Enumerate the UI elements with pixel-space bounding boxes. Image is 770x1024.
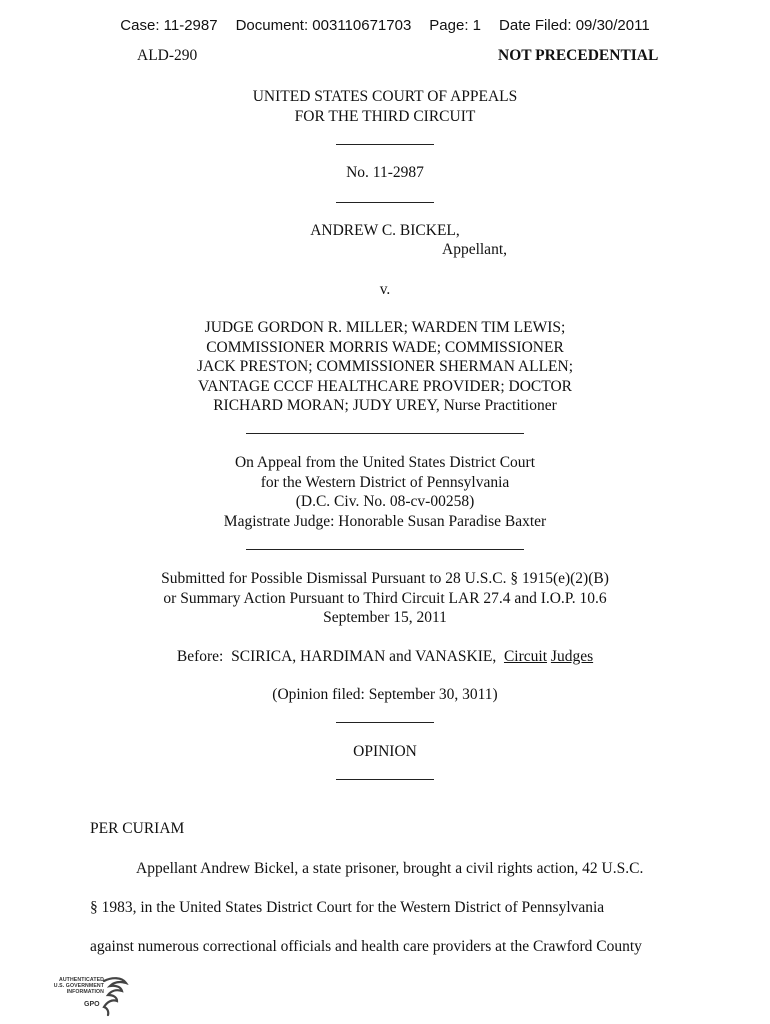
divider [0, 420, 770, 440]
appeal-block [0, 453, 770, 531]
court-line-2: FOR THE THIRD CIRCUIT [294, 107, 476, 125]
court-name [0, 87, 770, 126]
appellees-line: JACK PRESTON; COMMISSIONER SHERMAN ALLEN; [196, 358, 574, 375]
body-line: Appellant Andrew Bickel, a state prisoner, brought a civil rights action, 42 U.S.C. [136, 860, 644, 877]
case-number-header: Case: 11-2987 [120, 17, 218, 34]
appellees-line: VANTAGE CCCF HEALTHCARE PROVIDER; DOCTOR [198, 377, 572, 395]
page-number-header: Page: 1 [429, 17, 482, 34]
opinion-filed-date: (Opinion filed: September 30, 3011) [272, 686, 498, 703]
panel-judges-word: Judges [550, 648, 594, 665]
appeal-line: (D.C. Civ. No. 08-cv-00258) [295, 493, 475, 510]
submitted-line: Submitted for Possible Dismissal Pursuant to 28 U.S.C. § 1915(e)(2)(B) [161, 570, 609, 587]
divider [0, 536, 770, 556]
appellant-name: ANDREW C. BICKEL, [310, 222, 460, 239]
eagle-icon [98, 975, 130, 1017]
appeal-line: for the Western District of Pennsylvania [260, 473, 510, 491]
panel-prefix: Before: SCIRICA, HARDIMAN and VANASKIE, [176, 648, 504, 665]
appellees-line: JUDGE GORDON R. MILLER; WARDEN TIM LEWIS; [204, 319, 566, 336]
docket-code: ALD-290 [137, 47, 198, 64]
gpo-label: GPO [84, 1001, 100, 1008]
panel-circuit: Circuit [503, 648, 548, 665]
gpo-authentication-seal [42, 975, 132, 1017]
appellant-role: Appellant, [442, 241, 507, 258]
appellees-block [0, 318, 770, 416]
body-line: against numerous correctional officials and health care providers at the Crawford County [90, 938, 642, 955]
appeal-line: Magistrate Judge: Honorable Susan Paradise Baxter [223, 512, 547, 530]
date-filed-header: Date Filed: 09/30/2011 [499, 17, 650, 34]
submitted-block [0, 569, 770, 628]
panel-judges [0, 647, 770, 667]
body-line: § 1983, in the United States District Court for the Western District of Pennsylvania [90, 899, 605, 916]
appeal-line: On Appeal from the United States District Court [234, 454, 536, 471]
opinion-body [90, 849, 680, 966]
divider [0, 709, 770, 729]
precedential-label: NOT PRECEDENTIAL [498, 47, 659, 64]
versus: v. [379, 281, 391, 298]
gpo-seal-text: AUTHENTICATED U.S. GOVERNMENT INFORMATION [53, 977, 104, 996]
divider [0, 189, 770, 209]
document-number-header: Document: 003110671703 [235, 17, 412, 34]
ecf-header [0, 17, 770, 34]
opinion-heading: OPINION [353, 743, 417, 760]
appellees-line: COMMISSIONER MORRIS WADE; COMMISSIONER [206, 338, 564, 356]
divider [0, 766, 770, 786]
submitted-date: September 15, 2011 [323, 609, 447, 626]
divider [0, 131, 770, 151]
submitted-line: or Summary Action Pursuant to Third Circuit LAR 27.4 and I.O.P. 10.6 [163, 589, 607, 607]
per-curiam: PER CURIAM [90, 820, 185, 837]
appellees-line: RICHARD MORAN; JUDY UREY, Nurse Practitioner [213, 397, 557, 414]
court-line-1: UNITED STATES COURT OF APPEALS [252, 88, 518, 105]
case-number: No. 11-2987 [346, 164, 424, 181]
